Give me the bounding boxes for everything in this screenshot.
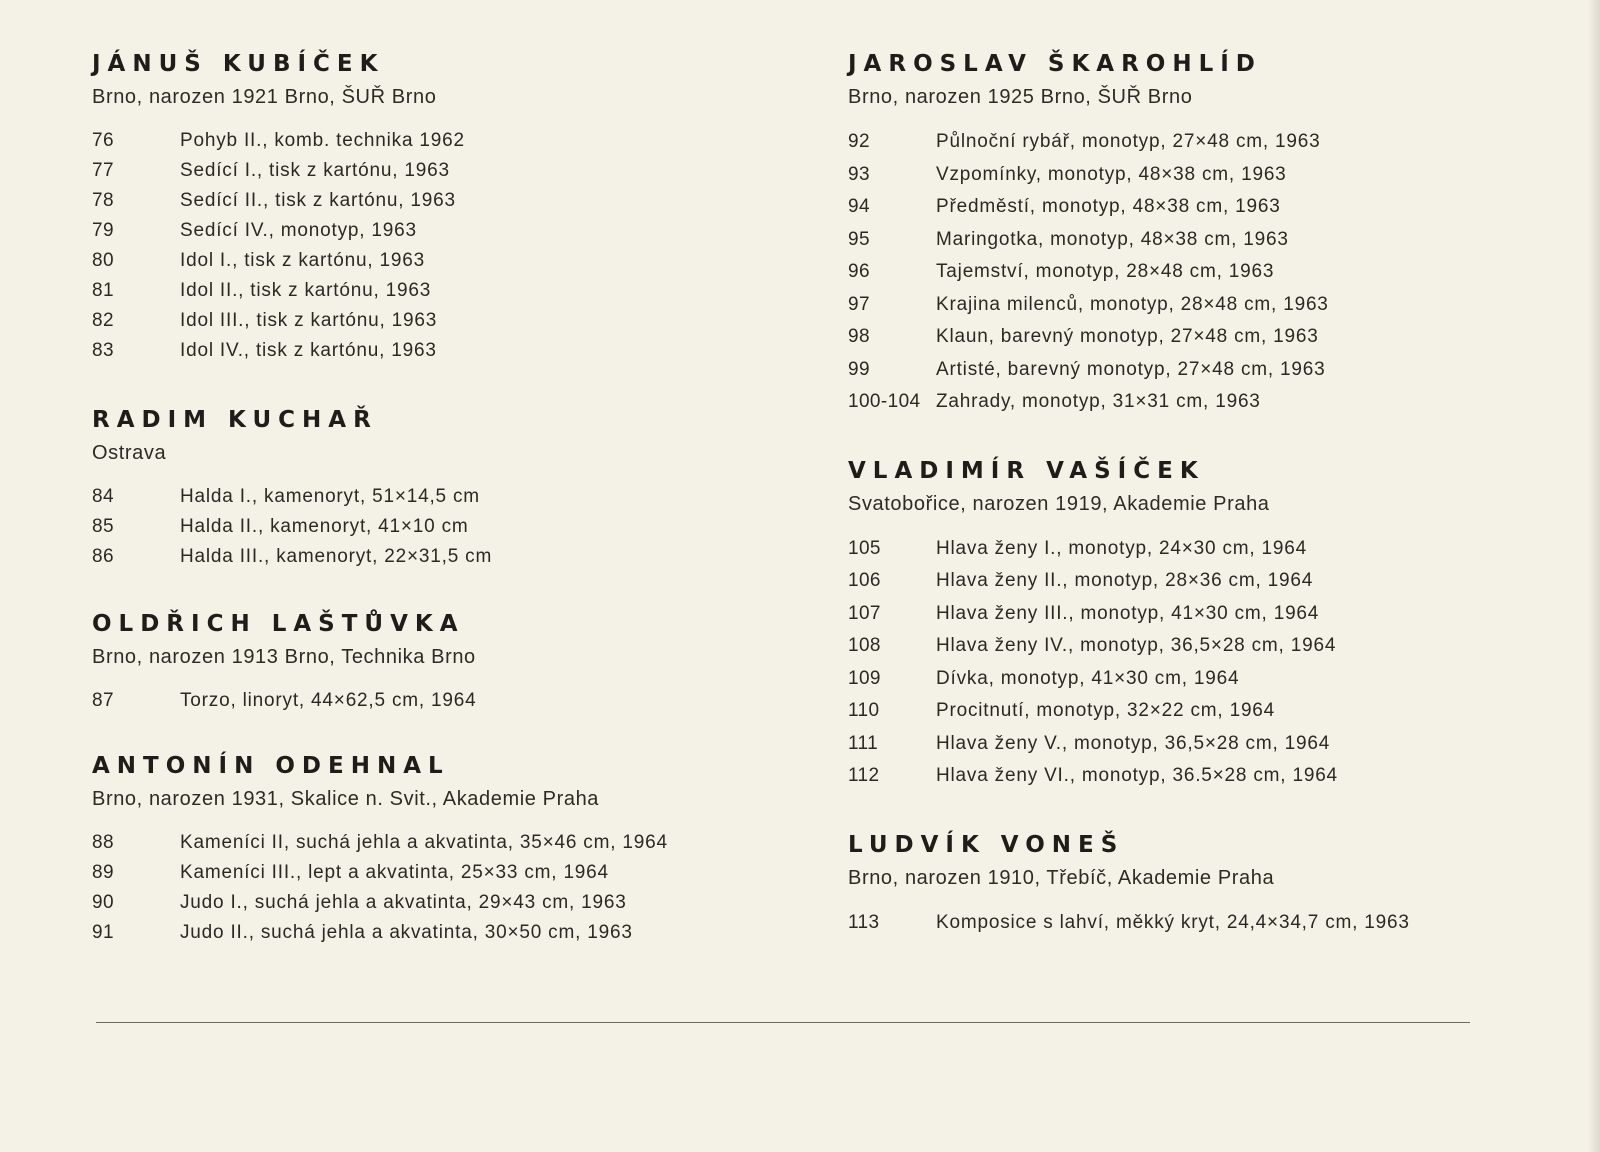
- work-title: Halda I., kamenoryt, 51×14,5 cm: [180, 486, 480, 507]
- work-title: Judo I., suchá jehla a akvatinta, 29×43 cm, 1963: [180, 892, 627, 913]
- work-number: 83: [92, 340, 114, 361]
- work-number: 92: [848, 131, 870, 152]
- artist-name: OLDŘICH LAŠTŮVKA: [92, 611, 465, 637]
- work-number: 97: [848, 293, 870, 315]
- work-number: 80: [92, 250, 114, 271]
- work-title: Sedící II., tisk z kartónu, 1963: [180, 190, 456, 211]
- left-column: [92, 48, 782, 948]
- work-item: [848, 321, 1548, 354]
- work-number: 106: [848, 570, 881, 591]
- work-number: 90: [92, 892, 114, 913]
- work-item: [92, 858, 782, 888]
- work-item: [848, 695, 1548, 728]
- work-title: Dívka, monotyp, 41×30 cm, 1964: [936, 667, 1240, 689]
- work-number: 84: [92, 486, 114, 507]
- work-title: Klaun, barevný monotyp, 27×48 cm, 1963: [936, 326, 1319, 347]
- work-item: [92, 156, 782, 186]
- work-title: Tajemství, monotyp, 28×48 cm, 1963: [936, 261, 1275, 282]
- work-item: [92, 126, 782, 156]
- artist-section: [92, 404, 782, 572]
- work-item: [848, 663, 1548, 696]
- work-item: [848, 598, 1548, 631]
- works-list: [92, 482, 782, 572]
- work-title: Krajina milenců, monotyp, 28×48 cm, 1963: [936, 293, 1329, 315]
- artist-name: ANTONÍN ODEHNAL: [92, 753, 450, 779]
- work-title: Hlava ženy III., monotyp, 41×30 cm, 1964: [936, 602, 1320, 624]
- work-title: Judo II., suchá jehla a akvatinta, 30×50 cm, 1963: [180, 922, 633, 943]
- work-item: [848, 565, 1548, 598]
- artist-info: Brno, narozen 1931, Skalice n. Svit., Akademie Praha: [92, 788, 600, 810]
- work-item: [92, 306, 782, 336]
- works-list: [92, 686, 782, 716]
- work-item: [848, 386, 1548, 419]
- work-title: Vzpomínky, monotyp, 48×38 cm, 1963: [936, 163, 1287, 185]
- artist-info: Svatobořice, narozen 1919, Akademie Praha: [848, 492, 1270, 515]
- work-title: Kameníci III., lept a akvatinta, 25×33 cm, 1964: [180, 862, 609, 883]
- work-title: Idol III., tisk z kartónu, 1963: [180, 310, 438, 331]
- work-title: Hlava ženy I., monotyp, 24×30 cm, 1964: [936, 537, 1308, 559]
- artist-section: [848, 829, 1548, 940]
- work-title: Procitnutí, monotyp, 32×22 cm, 1964: [936, 700, 1276, 721]
- artist-info: Ostrava: [92, 442, 167, 464]
- work-number: 85: [92, 516, 114, 537]
- work-number: 79: [92, 220, 114, 241]
- work-number: 77: [92, 160, 114, 181]
- work-title: Sedící I., tisk z kartónu, 1963: [180, 160, 450, 181]
- work-title: Zahrady, monotyp, 31×31 cm, 1963: [936, 391, 1261, 412]
- work-title: Halda III., kamenoryt, 22×31,5 cm: [180, 546, 493, 567]
- work-number: 110: [848, 700, 880, 721]
- work-number: 111: [848, 732, 879, 754]
- work-title: Torzo, linoryt, 44×62,5 cm, 1964: [180, 690, 477, 711]
- work-item: [92, 186, 782, 216]
- work-number: 98: [848, 326, 870, 347]
- work-number: 112: [848, 765, 880, 786]
- work-item: [92, 246, 782, 276]
- work-number: 94: [848, 196, 870, 217]
- work-number: 108: [848, 635, 881, 656]
- works-list: [92, 126, 782, 366]
- work-item: [92, 512, 782, 542]
- work-title: Hlava ženy IV., monotyp, 36,5×28 cm, 1964: [936, 635, 1337, 656]
- work-item: [92, 918, 782, 948]
- work-number: 88: [92, 832, 114, 853]
- works-list: [848, 907, 1548, 940]
- work-item: [92, 276, 782, 306]
- work-title: Půlnoční rybář, monotyp, 27×48 cm, 1963: [936, 131, 1321, 152]
- work-number: 86: [92, 546, 114, 567]
- work-title: Sedící IV., monotyp, 1963: [180, 220, 417, 241]
- works-list: [848, 533, 1548, 793]
- artist-info: Brno, narozen 1921 Brno, ŠUŘ Brno: [92, 86, 437, 108]
- work-number: 107: [848, 602, 881, 624]
- work-item: [92, 686, 782, 716]
- work-title: Halda II., kamenoryt, 41×10 cm: [180, 516, 469, 537]
- work-number: 113: [848, 911, 880, 933]
- work-number: 89: [92, 862, 114, 883]
- work-number: 95: [848, 228, 870, 250]
- works-list: [92, 828, 782, 948]
- artist-name: JAROSLAV ŠKAROHLÍD: [848, 51, 1262, 77]
- work-item: [848, 289, 1548, 322]
- work-item: [92, 336, 782, 366]
- work-number: 100-104: [848, 391, 921, 412]
- work-item: [848, 191, 1548, 224]
- work-title: Maringotka, monotyp, 48×38 cm, 1963: [936, 228, 1289, 250]
- work-title: Hlava ženy II., monotyp, 28×36 cm, 1964: [936, 570, 1314, 591]
- work-title: Idol IV., tisk z kartónu, 1963: [180, 340, 437, 361]
- work-title: Předměstí, monotyp, 48×38 cm, 1963: [936, 196, 1281, 217]
- work-item: [848, 907, 1548, 940]
- footer-divider: [96, 1022, 1470, 1023]
- artist-info: Brno, narozen 1913 Brno, Technika Brno: [92, 646, 476, 668]
- artist-section: [92, 750, 782, 948]
- artist-section: [92, 608, 782, 716]
- right-column: [848, 48, 1548, 939]
- artist-name: VLADIMÍR VAŠÍČEK: [848, 457, 1205, 484]
- work-number: 82: [92, 310, 114, 331]
- work-number: 93: [848, 163, 870, 185]
- artist-info: Brno, narozen 1910, Třebíč, Akademie Praha: [848, 866, 1275, 889]
- work-item: [848, 159, 1548, 192]
- work-title: Idol I., tisk z kartónu, 1963: [180, 250, 425, 271]
- work-title: Artisté, barevný monotyp, 27×48 cm, 1963: [936, 358, 1326, 380]
- work-item: [848, 224, 1548, 257]
- work-item: [848, 126, 1548, 159]
- work-item: [848, 728, 1548, 761]
- work-title: Hlava ženy V., monotyp, 36,5×28 cm, 1964: [936, 732, 1331, 754]
- artist-name: LUDVÍK VONEŠ: [848, 831, 1125, 858]
- work-title: Komposice s lahví, měkký kryt, 24,4×34,7 cm, 1963: [936, 911, 1410, 933]
- work-number: 109: [848, 667, 881, 689]
- work-number: 78: [92, 190, 114, 211]
- work-item: [92, 542, 782, 572]
- work-number: 81: [92, 280, 114, 301]
- work-item: [848, 760, 1548, 793]
- artist-name: RADIM KUCHAŘ: [92, 407, 378, 433]
- work-item: [92, 482, 782, 512]
- work-item: [848, 630, 1548, 663]
- work-number: 91: [92, 922, 114, 943]
- work-title: Hlava ženy VI., monotyp, 36.5×28 cm, 1964: [936, 765, 1338, 786]
- work-number: 105: [848, 537, 881, 559]
- work-number: 87: [92, 690, 114, 711]
- artist-section: [92, 48, 782, 366]
- work-item: [92, 828, 782, 858]
- work-item: [848, 533, 1548, 566]
- work-title: Kameníci II, suchá jehla a akvatinta, 35×46 cm, 1964: [180, 832, 668, 853]
- work-item: [92, 216, 782, 246]
- work-number: 99: [848, 358, 870, 380]
- work-item: [92, 888, 782, 918]
- artist-info: Brno, narozen 1925 Brno, ŠUŘ Brno: [848, 86, 1193, 108]
- works-list: [848, 126, 1548, 419]
- artist-section: [848, 48, 1548, 419]
- work-title: Idol II., tisk z kartónu, 1963: [180, 280, 432, 301]
- work-number: 76: [92, 130, 114, 151]
- page-edge-shadow: [1588, 0, 1600, 1152]
- artist-name: JÁNUŠ KUBÍČEK: [92, 51, 385, 77]
- work-number: 96: [848, 261, 870, 282]
- work-item: [848, 256, 1548, 289]
- work-item: [848, 354, 1548, 387]
- artist-section: [848, 455, 1548, 793]
- work-title: Pohyb II., komb. technika 1962: [180, 130, 465, 151]
